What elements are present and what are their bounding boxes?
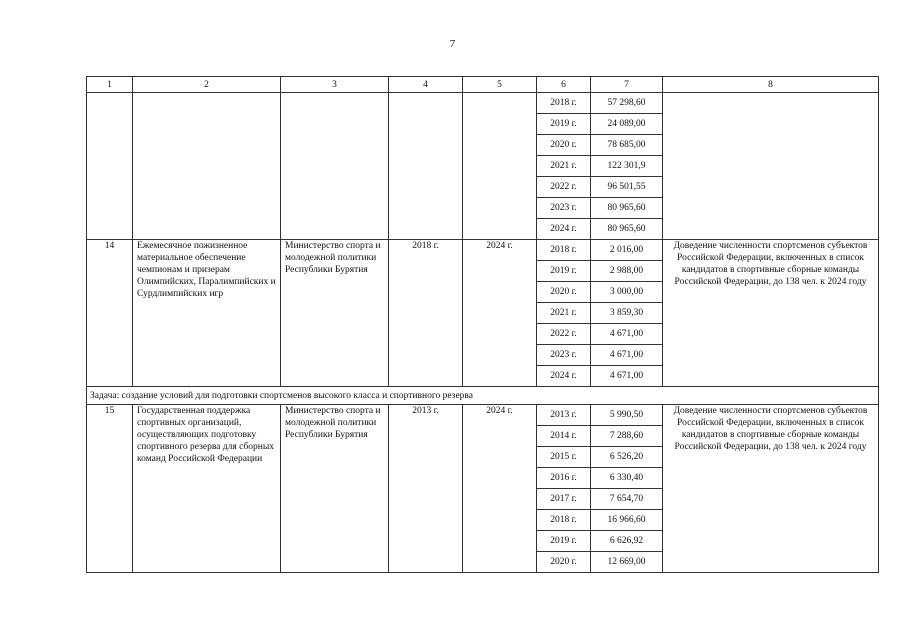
funding-amount: 16 966,60 [591, 510, 663, 531]
item-number: 14 [87, 240, 133, 387]
funding-year: 2014 г. [537, 426, 591, 447]
funding-amount: 2 016,00 [591, 240, 663, 261]
funding-amount: 6 526,20 [591, 447, 663, 468]
item-number [87, 93, 133, 240]
column-header: 2 [133, 77, 281, 93]
table-row [87, 93, 879, 114]
expected-result: Доведение численности спортсменов субъектов Российской Федерации, включенных в список кандидатов в спортивные сборные команды Российской Федерации, до 138 чел. к 2024 году [663, 240, 879, 387]
funding-year: 2017 г. [537, 489, 591, 510]
funding-amount: 2 988,00 [591, 261, 663, 282]
funding-year: 2021 г. [537, 156, 591, 177]
funding-year: 2019 г. [537, 114, 591, 135]
page-number: 7 [449, 38, 456, 50]
funding-year: 2018 г. [537, 93, 591, 114]
funding-amount: 7 288,60 [591, 426, 663, 447]
funding-amount: 122 301,9 [591, 156, 663, 177]
measure-name: Государственная поддержка спортивных организаций, осуществляющих подготовку спортивного резерва для сборных команд Российской Федерации [133, 405, 281, 573]
executor: Министерство спорта и молодежной политики Республики Бурятия [281, 405, 389, 573]
table-row [87, 240, 879, 261]
start-year: 2013 г. [389, 405, 463, 573]
end-year: 2024 г. [463, 405, 537, 573]
executor: Министерство спорта и молодежной политики Республики Бурятия [281, 240, 389, 387]
funding-year: 2020 г. [537, 135, 591, 156]
funding-year: 2023 г. [537, 345, 591, 366]
funding-amount: 4 671,00 [591, 345, 663, 366]
funding-amount: 3 000,00 [591, 282, 663, 303]
funding-year: 2021 г. [537, 303, 591, 324]
executor [281, 93, 389, 240]
task-text: Задача: создание условий для подготовки спортсменов высокого класса и спортивного резерва [87, 387, 879, 405]
funding-year: 2016 г. [537, 468, 591, 489]
funding-amount: 4 671,00 [591, 366, 663, 387]
funding-year: 2013 г. [537, 405, 591, 426]
column-header: 4 [389, 77, 463, 93]
end-year: 2024 г. [463, 240, 537, 387]
funding-amount: 7 654,70 [591, 489, 663, 510]
start-year: 2018 г. [389, 240, 463, 387]
funding-amount: 57 298,60 [591, 93, 663, 114]
funding-amount: 4 671,00 [591, 324, 663, 345]
funding-year: 2020 г. [537, 282, 591, 303]
funding-year: 2022 г. [537, 324, 591, 345]
funding-amount: 6 330,40 [591, 468, 663, 489]
column-number-row [87, 77, 879, 93]
funding-year: 2023 г. [537, 198, 591, 219]
column-header: 8 [663, 77, 879, 93]
measure-name [133, 93, 281, 240]
column-header: 7 [591, 77, 663, 93]
column-header: 6 [537, 77, 591, 93]
item-number: 15 [87, 405, 133, 573]
funding-amount: 78 685,00 [591, 135, 663, 156]
funding-amount: 96 501,55 [591, 177, 663, 198]
funding-amount: 80 965,60 [591, 198, 663, 219]
task-row [87, 387, 879, 405]
funding-amount: 80 965,60 [591, 219, 663, 240]
column-header: 3 [281, 77, 389, 93]
start-year [389, 93, 463, 240]
expected-result [663, 93, 879, 240]
funding-year: 2022 г. [537, 177, 591, 198]
funding-year: 2019 г. [537, 531, 591, 552]
funding-amount: 12 669,00 [591, 552, 663, 573]
funding-year: 2015 г. [537, 447, 591, 468]
end-year [463, 93, 537, 240]
funding-year: 2024 г. [537, 219, 591, 240]
funding-year: 2019 г. [537, 261, 591, 282]
column-header: 5 [463, 77, 537, 93]
expected-result: Доведение численности спортсменов субъектов Российской Федерации, включенных в список кандидатов в спортивные сборные команды Российской Федерации, до 138 чел. к 2024 году [663, 405, 879, 573]
funding-amount: 3 859,30 [591, 303, 663, 324]
funding-amount: 6 626,92 [591, 531, 663, 552]
funding-year: 2024 г. [537, 366, 591, 387]
funding-amount: 5 990,50 [591, 405, 663, 426]
funding-amount: 24 089,00 [591, 114, 663, 135]
column-header: 1 [87, 77, 133, 93]
funding-year: 2018 г. [537, 240, 591, 261]
table-row [87, 405, 879, 426]
funding-year: 2020 г. [537, 552, 591, 573]
funding-year: 2018 г. [537, 510, 591, 531]
program-table [86, 76, 879, 573]
measure-name: Ежемесячное пожизненное материальное обеспечение чемпионам и призерам Олимпийских, Паралимпийских и Сурдлимпийских игр [133, 240, 281, 387]
